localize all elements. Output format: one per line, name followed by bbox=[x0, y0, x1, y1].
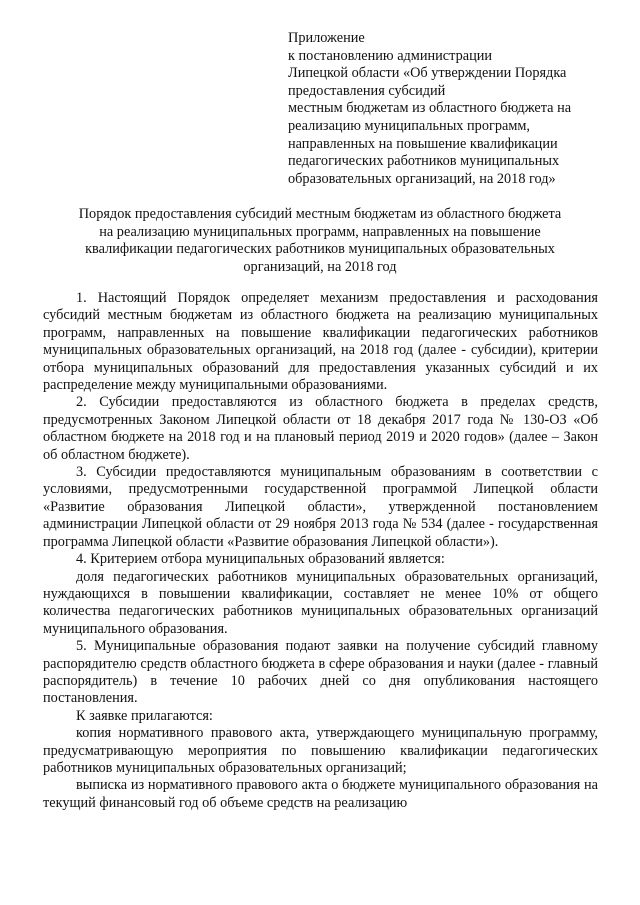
appendix-line: реализацию муниципальных программ, bbox=[288, 117, 531, 134]
appendix-line: педагогических работников муниципальных bbox=[288, 153, 560, 170]
paragraph-attachments-intro: К заявке прилагаются: bbox=[76, 707, 213, 724]
title-line: на реализацию муниципальных программ, направленных на повышение bbox=[99, 223, 541, 240]
paragraph-attachment-extract: выписка из нормативного правового акта о бюджете муниципального образования на текущий финансовый год об объеме средств на реализацию bbox=[43, 777, 598, 811]
appendix-line: к постановлению администрации bbox=[288, 47, 493, 64]
paragraph-2: 2. Субсидии предоставляются из областного бюджета в пределах средств, предусмотренных Законом Липецкой области от 18 декабря 2017 года № 130-ОЗ «Об областном бюджете на 2018 год и на плановый период 2019 и 2020 годов» (далее – Закон об областном бюджете). bbox=[43, 394, 598, 463]
appendix-line: Приложение bbox=[288, 30, 365, 46]
document-body bbox=[43, 290, 598, 812]
document-title bbox=[40, 206, 600, 276]
appendix-line: направленных на повышение квалификации bbox=[288, 135, 558, 152]
title-line: организаций, на 2018 год bbox=[243, 258, 397, 275]
appendix-line: Липецкой области «Об утверждении Порядка bbox=[288, 65, 567, 82]
paragraph-criterion: доля педагогических работников муниципальных образовательных организаций, нуждающихся в повышении квалификации, составляет не менее 10% от общего количества педагогических работников муниципальных образовательных организаций муниципального образования. bbox=[43, 568, 598, 637]
appendix-line: местным бюджетам из областного бюджета на bbox=[288, 100, 572, 117]
appendix-line: образовательных организаций, на 2018 год» bbox=[288, 170, 556, 187]
title-line: квалификации педагогических работников муниципальных образовательных bbox=[85, 241, 555, 258]
paragraph-1: 1. Настоящий Порядок определяет механизм предоставления и расходования субсидий местным бюджетам из областного бюджета на реализацию муниципальных программ, направленных на повышение квалификации педагогических работников муниципальных образовательных организаций, на 2018 год (далее - субсидии), критерии отбора муниципальных образований для предоставления указанных субсидий и их распределение между муниципальными образованиями. bbox=[43, 290, 598, 394]
appendix-line: предоставления субсидий bbox=[288, 82, 446, 99]
title-line: Порядок предоставления субсидий местным бюджетам из областного бюджета bbox=[78, 206, 562, 222]
paragraph-attachment-copy: копия нормативного правового акта, утверждающего муниципальную программу, предусматривающую мероприятия по повышению квалификации педагогических работников муниципальных образовательных организаций; bbox=[43, 725, 598, 776]
paragraph-4: 4. Критерием отбора муниципальных образований является: bbox=[76, 551, 445, 568]
paragraph-3: 3. Субсидии предоставляются муниципальным образованиям в соответствии с условиями, предусмотренными государственной программой Липецкой области «Развитие образования Липецкой области», утвержденной постановлением администрации Липецкой области от 29 ноября 2013 года № 534 (далее - государственная программа Липецкой области «Развитие образования Липецкой области»). bbox=[43, 464, 598, 550]
appendix-header bbox=[288, 30, 608, 188]
paragraph-5: 5. Муниципальные образования подают заявки на получение субсидий главному распорядителю средств областного бюджета в сфере образования и науки (далее - главный распорядитель) в течение 10 рабочих дней со дня опубликования настоящего постановления. bbox=[43, 638, 598, 707]
